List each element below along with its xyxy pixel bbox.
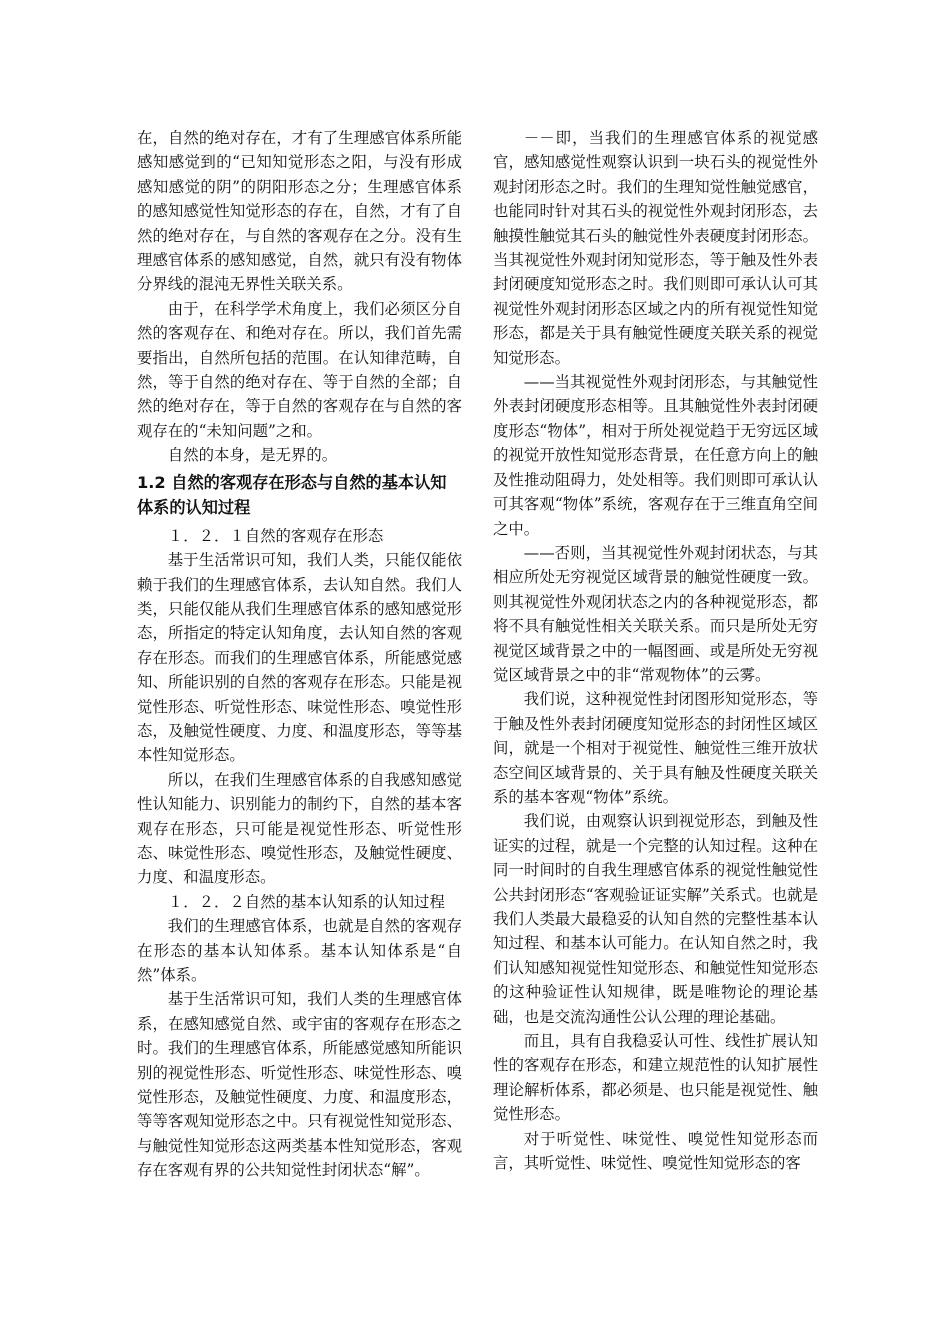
left-column <box>137 126 462 1183</box>
right-paragraph-4: 我们说，这种视觉性封闭图形知觉形态，等于触及性外表封闭硬度知觉形态的封闭性区域区间，就是一个相对于视觉性、触觉性三维开放状态空间区域背景的、关于具有触及性硬度关联关系的基本客观“物体”系统。 <box>493 690 818 806</box>
right-paragraph-3: ——否则，当其视觉性外观封闭状态，与其相应所处无穷视觉区域背景的触觉性硬度一致。则其视觉性外观闭状态之内的各种视觉形态，都将不具有触觉性相关关联关系。而只是所处无穷视觉区域背景之中的一幅图画、或是所处无穷视觉区域背景之中的非“常观物体”的云雾。 <box>493 543 818 684</box>
left-paragraph-4: 基于生活常识可知，我们人类，只能仅能依赖于我们的生理感官体系，去认知自然。我们人类，只能仅能从我们生理感官体系的感知感觉形态，所指定的特定认知角度，去认知自然的客观存在形态。而我们的生理感官体系，所能感觉感知、所能识别的自然的客观存在形态。只能是视觉性形态、听觉性形态、味觉性形态、嗅觉性形态，及触觉性硬度、力度、和温度形态，等等基本性知觉形态。 <box>137 551 462 765</box>
right-paragraph-2: ——当其视觉性外观封闭形态，与其触觉性外表封闭硬度形态相等。且其触觉性外表封闭硬度形态“物体”，相对于所处视觉趋于无穷远区域的视觉开放性知觉形态背景，在任意方向上的触及性推动阻碍力，处处相等。我们则即可承认认可其客观“物体”系统，客观存在于三维直角空间之中。 <box>493 373 818 538</box>
right-paragraph-6: 而且，具有自我稳妥认可性、线性扩展认知性的客观存在形态，和建立规范性的认知扩展性理论解析体系，都必须是、也只能是视觉性、触觉性形态。 <box>493 1032 818 1124</box>
subsection-heading-1-2-2: １．２．２自然的基本认知系的认知过程 <box>167 892 445 911</box>
left-paragraph-6: 我们的生理感官体系，也就是自然的客观存在形态的基本认知体系。基本认知体系是“自然”体系。 <box>137 917 462 984</box>
left-paragraph-3: 自然的本身，是无界的。 <box>167 446 338 465</box>
left-paragraph-1: 在，自然的绝对存在，才有了生理感官体系所能感知感觉到的“已知知觉形态之阳，与没有形成感知感觉的阴”的阴阳形态之分；生理感官体系的感知感觉性知觉形态的存在，自然，才有了自然的绝对存在，与自然的客观存在之分。没有生理感官体系的感知感觉，自然，就只有没有物体分界线的混沌无界性关联关系。 <box>137 129 462 294</box>
right-paragraph-1: －－即，当我们的生理感官体系的视觉感官，感知感觉性观察认识到一块石头的视觉性外观封闭形态之时。我们的生理知觉性触觉感官，也能同时针对其石头的视觉性外观封闭形态，去触摸性触觉其石头的触觉性外表硬度封闭形态。当其视觉性外观封闭知觉形态，等于触及性外表封闭硬度知觉形态之时。我们则即可承认认可其视觉性外观封闭形态区域之内的所有视觉性知觉形态，都是关于具有触觉性硬度关联关系的视觉知觉形态。 <box>493 129 818 367</box>
left-paragraph-5: 所以，在我们生理感官体系的自我感知感觉性认知能力、识别能力的制约下，自然的基本客观存在形态，只可能是视觉性形态、听觉性形态、味觉性形态、嗅觉性形态，及触觉性硬度、力度、和温度形态。 <box>137 770 462 887</box>
left-paragraph-7: 基于生活常识可知，我们人类的生理感官体系，在感知感觉自然、或宇宙的客观存在形态之时。我们的生理感官体系，所能感觉感知所能识别的视觉性形态、听觉性形态、味觉性形态、嗅觉性形态，及触觉性硬度、力度、和温度形态，等等客观知觉形态之中。只有视觉性知觉形态、与触觉性知觉形态这两类基本性知觉形态，客观存在客观有界的公共知觉性封闭状态“解”。 <box>137 990 462 1180</box>
subsection-heading-1-2-1: １．２．１自然的客观存在形态 <box>167 526 384 545</box>
section-heading-1-2: 1.2 自然的客观存在形态与自然的基本认知体系的认知过程 <box>137 472 447 517</box>
right-paragraph-7: 对于听觉性、味觉性、嗅觉性知觉形态而言，其听觉性、味觉性、嗅觉性知觉形态的客 <box>493 1129 818 1173</box>
right-paragraph-5: 我们说，由观察认识到视觉形态，到触及性证实的过程，就是一个完整的认知过程。这种在同一时间时的自我生理感官体系的视觉性触觉性公共封闭形态“客观验证证实解”关系式。也就是我们人类最大最稳妥的认知自然的完整性基本认知过程、和基本认可能力。在认知自然之时，我们认知感知视觉性知觉形态、和触觉性知觉形态的这种验证性认知规律，既是唯物论的理论基础，也是交流沟通性公认公理的理论基础。 <box>493 812 818 1026</box>
right-column <box>493 126 818 1175</box>
left-paragraph-2: 由于，在科学学术角度上，我们必须区分自然的客观存在、和绝对存在。所以，我们首先需要指出，自然所包括的范围。在认知律范畴，自然，等于自然的绝对存在、等于自然的全部；自然的绝对存在，等于自然的客观存在与自然的客观存在的“未知问题”之和。 <box>137 299 462 440</box>
